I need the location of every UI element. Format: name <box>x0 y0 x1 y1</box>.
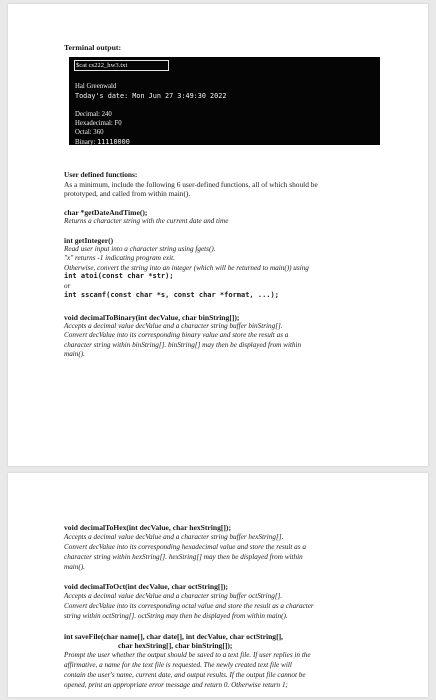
terminal-name-line: Hal Greenwald <box>75 83 117 90</box>
terminal-hex-line: Hexadecimal: F0 <box>75 120 122 127</box>
f2-signature: int getInteger() <box>64 236 114 245</box>
f4-signature: void decimalToHex(int decValue, char hexString[]); <box>64 523 231 532</box>
f4-desc-3: character string within hexString[]. hexString[] may then be displayed from within <box>64 553 303 561</box>
terminal-octal-line: Octal: 360 <box>75 129 104 136</box>
f1-signature: char *getDateAndTime(); <box>64 208 148 217</box>
f2-desc-3: Otherwise, convert the string into an integer (which will be returned to main()) using <box>64 264 309 272</box>
terminal-output-box <box>69 57 380 145</box>
f3-desc-1: Accepts a decimal value decValue and a character string buffer binString[]. <box>64 322 283 330</box>
f3-desc-4: main(). <box>64 350 85 358</box>
f5-desc-3: string within octString[]. octString may then be displayed from within main(). <box>64 612 288 620</box>
udf-heading: User defined functions: <box>64 170 138 179</box>
f6-desc-1: Prompt the user whether the output should be saved to a text file. If user replies in the <box>64 651 311 659</box>
f2-desc-2: "x" returns -1 indicating program exit. <box>64 254 175 262</box>
udf-intro-line-1: As a minimum, include the following 6 user-defined functions, all of which should be <box>64 180 318 189</box>
binary-value: 11110000 <box>97 138 130 146</box>
f6-signature-line-1: int saveFile(char name[], char date[], int decValue, char octString[], <box>64 632 284 641</box>
f2-or: or <box>64 282 71 290</box>
terminal-command: $cat cs222_hw3.txt <box>74 60 169 71</box>
udf-intro-line-2: prototyped, and called from within main(). <box>64 189 191 198</box>
f2-code-sscanf: int sscanf(const char *s, const char *format, ...); <box>64 291 279 299</box>
f2-code-atoi: int atoi(const char *str); <box>64 272 174 280</box>
f6-desc-3: contain the user's name, current date, and output results. If the output file cannot be <box>64 671 306 679</box>
f5-desc-2: Convert decValue into its corresponding octal value and store the result as a character <box>64 602 314 610</box>
f4-desc-2: Convert decValue into its corresponding hexadecimal value and store the result as a <box>64 543 306 551</box>
f6-desc-2: affirmative, a name for the text file is requested. The newly created text file will <box>64 661 292 669</box>
f2-desc-1: Read user input into a character string using fgets(). <box>64 245 216 253</box>
f6-desc-4: opened, print an appropriate error message and return 0. Otherwise return 1; <box>64 681 288 689</box>
f3-desc-2: Convert decValue into its corresponding binary value and store the result as a <box>64 331 289 339</box>
f6-signature-line-2: char hexString[], char binString[]); <box>118 641 233 650</box>
f5-desc-1: Accepts a decimal value decValue and a character string buffer octString[]. <box>64 592 283 600</box>
terminal-output-label: Terminal output: <box>64 43 122 52</box>
f4-desc-4: main(). <box>64 563 85 571</box>
f3-signature: void decimalToBinary(int decValue, char binString[]); <box>64 313 240 322</box>
terminal-binary-line <box>75 138 130 146</box>
f1-description: Returns a character string with the current date and time <box>64 217 229 225</box>
binary-label: Binary: <box>75 139 98 146</box>
f3-desc-3: character string within binString[]. binString[] may then be displayed from within <box>64 341 302 349</box>
f4-desc-1: Accepts a decimal value decValue and a character string buffer hexString[]. <box>64 533 284 541</box>
terminal-date-line: Today's date: Mon Jun 27 3:49:30 2022 <box>75 92 227 100</box>
f5-signature: void decimalToOct(int decValue, char octString[]); <box>64 582 229 591</box>
terminal-decimal-line: Decimal: 240 <box>75 111 112 118</box>
